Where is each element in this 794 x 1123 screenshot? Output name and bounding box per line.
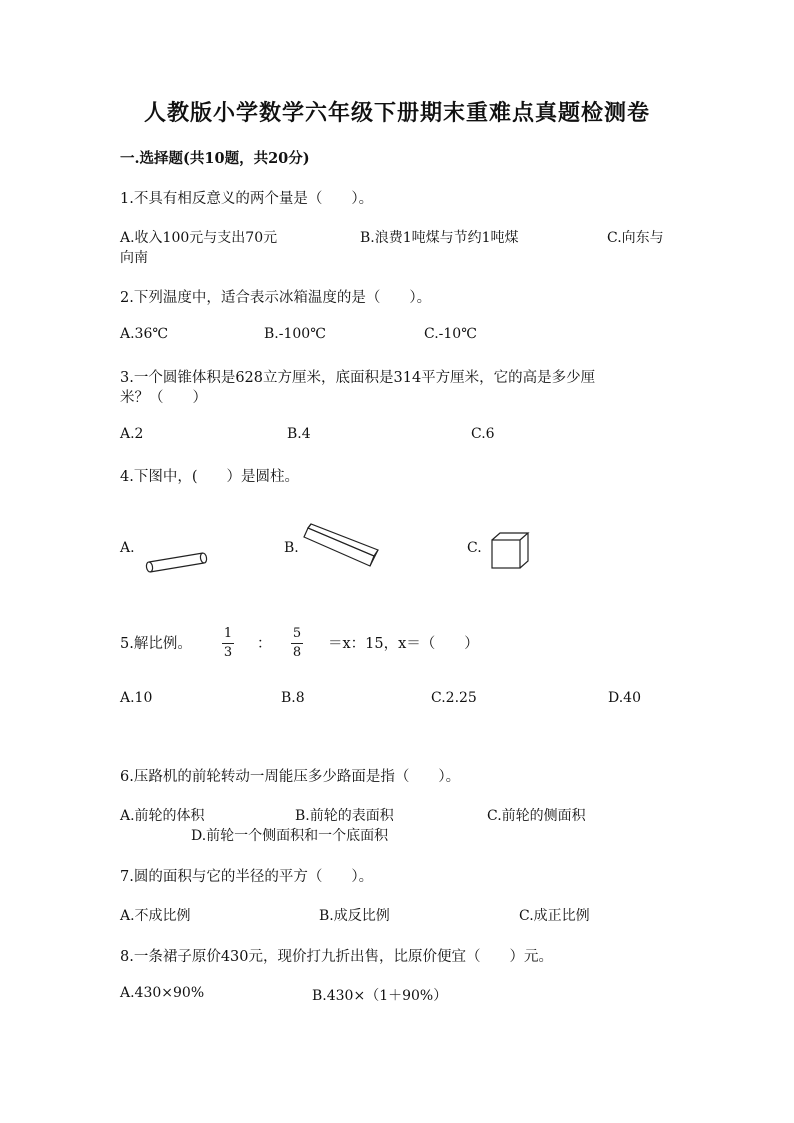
section-heading: 一.选择题(共10题，共20分) (120, 150, 310, 167)
question-5-option-b: B.8 (281, 690, 305, 706)
question-1-stem: 1.不具有相反意义的两个量是（ ）。 (120, 191, 374, 207)
question-2-option-a: A.36℃ (120, 326, 169, 342)
question-3-stem-cont: 米？（ ） (120, 390, 207, 406)
question-1-option-a: A.收入100元与支出70元 (120, 230, 278, 246)
fraction-2-denominator: 8 (292, 645, 302, 660)
fraction-1-numerator: 1 (223, 626, 233, 641)
question-4-option-a: A. (120, 540, 135, 556)
page-title: 人教版小学数学六年级下册期末重难点真题检测卷 (143, 100, 650, 126)
question-4-option-b: B. (284, 540, 299, 556)
question-8-option-b: B.430×（1＋90%） (312, 988, 448, 1004)
cylinder-figure (140, 540, 212, 576)
question-6-option-b: B.前轮的表面积 (295, 808, 394, 824)
question-6-option-c: C.前轮的侧面积 (487, 808, 586, 824)
question-5-option-d: D.40 (608, 690, 641, 706)
question-8-stem: 8.一条裙子原价430元，现价打九折出售，比原价便宜（ ）元。 (120, 949, 554, 965)
question-7-option-a: A.不成比例 (120, 908, 191, 924)
question-4-stem: 4.下图中，( ）是圆柱。 (120, 469, 299, 485)
question-5-stem-suffix: ＝x：15，x＝（ ） (328, 636, 479, 652)
fraction-1-denominator: 3 (223, 645, 233, 660)
question-7-option-c: C.成正比例 (519, 908, 590, 924)
question-5-option-a: A.10 (120, 690, 153, 706)
question-2-option-c: C.-10℃ (424, 326, 477, 342)
question-8-option-a: A.430×90% (120, 985, 205, 1001)
cube-figure (488, 530, 532, 574)
question-1-option-c-cont: 向南 (120, 250, 148, 266)
question-1-option-b: B.浪费1吨煤与节约1吨煤 (360, 230, 519, 246)
question-3-option-a: A.2 (120, 426, 144, 442)
question-6-option-a: A.前轮的体积 (120, 808, 205, 824)
question-5-stem-prefix: 5.解比例。 (120, 636, 192, 652)
fraction-five-eighths (291, 626, 303, 661)
ratio-colon: ： (257, 636, 272, 652)
question-6-stem: 6.压路机的前轮转动一周能压多少路面是指（ ）。 (120, 769, 461, 785)
question-2-stem: 2.下列温度中，适合表示冰箱温度的是（ ）。 (120, 290, 432, 306)
question-3-stem: 3.一个圆锥体积是628立方厘米，底面积是314平方厘米，它的高是多少厘 (120, 370, 596, 386)
fraction-1-bar (222, 643, 234, 644)
question-3-option-b: B.4 (287, 426, 311, 442)
question-4-option-c: C. (467, 540, 482, 556)
question-7-stem: 7.圆的面积与它的半径的平方（ ）。 (120, 869, 374, 885)
fraction-2-numerator: 5 (292, 626, 302, 641)
question-6-option-d: D.前轮一个侧面积和一个底面积 (191, 828, 389, 844)
question-5-option-c: C.2.25 (431, 690, 477, 706)
prism-figure (300, 520, 382, 572)
fraction-one-third (222, 626, 234, 661)
question-2-option-b: B.-100℃ (264, 326, 326, 342)
fraction-2-bar (291, 643, 303, 644)
question-1-option-c: C.向东与 (607, 230, 664, 246)
question-7-option-b: B.成反比例 (319, 908, 390, 924)
question-3-option-c: C.6 (471, 426, 495, 442)
